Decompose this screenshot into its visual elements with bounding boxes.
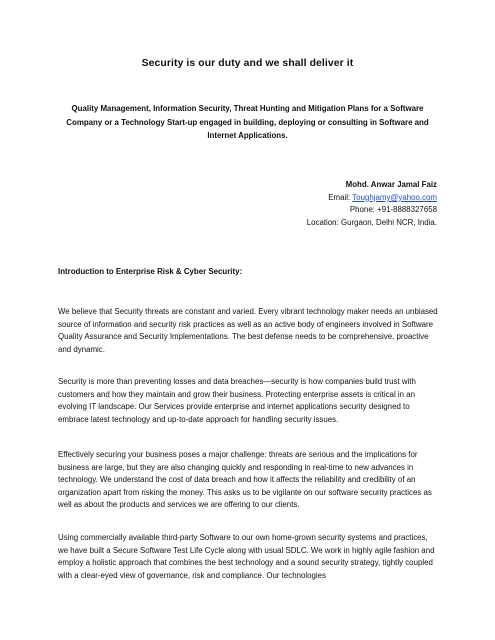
section-heading: Introduction to Enterprise Risk & Cyber Security: <box>58 267 243 276</box>
author-location: Location: Gurgaon, Delhi NCR, India. <box>306 217 437 227</box>
author-name: Mohd. Anwar Jamal Faiz <box>345 180 437 189</box>
author-block <box>307 179 437 229</box>
email-link[interactable]: Toughjamy@yahoo.com <box>352 192 437 202</box>
author-email-line <box>307 192 437 205</box>
document-title: Security is our duty and we shall deliver it <box>141 58 354 69</box>
email-label: Email: <box>328 192 353 202</box>
paragraph-3: Effectively securing your business poses a major challenge: threats are serious and the implications for business are large, but they are also changing quickly and responding in real-time to new advances in technology. We understand the cost of data breach and how it affects the reliability and credibility of an organization apart from risking the money. This asks us to be vigilante on our software security practices as well as about the products and services we are offering to our clients. <box>58 450 432 510</box>
paragraph-2: Security is more than preventing losses and data breaches—security is how companies build trust with customers and how they maintain and grow their business. Protecting enterprise assets is critical in an evolving IT landscape. Our Services provide enterprise and internet applications security designed to embrace latest technology and up-to-date approach for handling security issues. <box>58 377 416 424</box>
author-phone: Phone: +91-8888327658 <box>349 205 437 215</box>
paragraph-4: Using commercially available third-party Software to our own home-grown security systems and practices, we have built a Secure Software Test Life Cycle along with usual SDLC. We work in highly agile fashion and employ a holistic approach that combines the best technology and a sound security strategy, tightly coupled with a clear-eyed view of governance, risk and compliance. Our technologies <box>58 533 435 580</box>
paragraph-1: We believe that Security threats are constant and varied. Every vibrant technology maker needs an unbiased source of information and security risk practices as well as an active body of engineers involved in Software Quality Assurance and Security Implementations. The best defense needs to be comprehensive, proactive and dynamic. <box>58 307 438 354</box>
document-subtitle: Quality Management, Information Security, Threat Hunting and Mitigation Plans for a Software Company or a Technology Start-up engaged in building, deploying or consulting in Software and Internet Applications. <box>66 104 429 140</box>
